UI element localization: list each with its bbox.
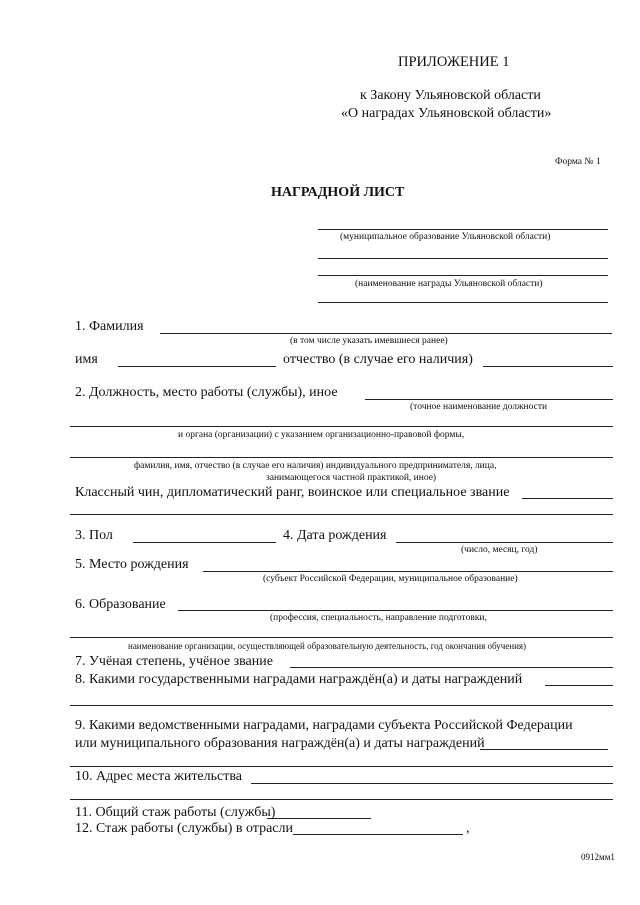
document-title: НАГРАДНОЙ ЛИСТ — [271, 185, 405, 200]
rank-label: Классный чин, дипломатический ранг, воинское или специальное звание — [75, 485, 510, 500]
education-label: 6. Образование — [75, 597, 166, 612]
position-hint-3: фамилия, имя, отчество (в случае его наличия) индивидуального предпринимателя, лица, — [134, 461, 497, 471]
form-number: Форма № 1 — [555, 157, 601, 167]
address-field-line-2[interactable] — [70, 799, 613, 800]
dept-awards-field[interactable] — [480, 749, 608, 750]
law-reference-line-1: к Закону Ульяновской области — [360, 88, 541, 103]
degree-label: 7. Учёная степень, учёное звание — [75, 654, 273, 669]
total-experience-label: 11. Общий стаж работы (службы) — [75, 805, 276, 820]
total-experience-field[interactable] — [267, 818, 371, 819]
appendix-label: ПРИЛОЖЕНИЕ 1 — [398, 54, 510, 70]
surname-hint: (в том числе указать имевшиеся ранее) — [290, 336, 448, 346]
education-hint-2: наименование организации, осуществляющей образовательную деятельность, год окончания обучения) — [128, 641, 527, 651]
position-field[interactable] — [365, 399, 613, 400]
education-field[interactable] — [178, 610, 613, 611]
sex-field[interactable] — [133, 542, 276, 543]
document-code: 0912мм1 — [581, 852, 615, 862]
birth-date-label: 4. Дата рождения — [283, 528, 387, 543]
municipality-field-line[interactable] — [318, 229, 608, 230]
rank-field[interactable] — [522, 498, 613, 499]
patronymic-field[interactable] — [483, 366, 613, 367]
position-hint-1: (точное наименование должности — [410, 402, 548, 412]
municipality-field-line-2[interactable] — [318, 258, 608, 259]
position-field-line-3[interactable] — [70, 457, 613, 458]
birth-place-field[interactable] — [203, 571, 613, 572]
birth-date-field[interactable] — [396, 542, 613, 543]
position-hint-2: и органа (организации) с указанием организационно-правовой формы, — [178, 430, 465, 440]
education-hint-1: (профессия, специальность, направление подготовки, — [270, 613, 487, 623]
branch-experience-label: 12. Стаж работы (службы) в отрасли — [75, 821, 293, 836]
name-field[interactable] — [118, 366, 276, 367]
dept-awards-label-1: 9. Какими ведомственными наградами, наградами субъекта Российской Федерации — [75, 718, 573, 733]
municipality-hint: (муниципальное образование Ульяновской области) — [340, 232, 551, 242]
state-awards-field-line-2[interactable] — [70, 705, 613, 706]
sex-label: 3. Пол — [75, 528, 113, 543]
award-field-line-2[interactable] — [318, 302, 608, 303]
branch-experience-field[interactable] — [293, 834, 463, 835]
degree-field[interactable] — [290, 667, 613, 668]
patronymic-label: отчество (в случае его наличия) — [283, 352, 473, 367]
surname-label: 1. Фамилия — [75, 319, 144, 334]
position-field-line-2[interactable] — [70, 426, 613, 427]
position-label: 2. Должность, место работы (службы), иное — [75, 385, 338, 400]
position-hint-4: занимающегося частной практикой, иное) — [266, 473, 437, 483]
birth-place-label: 5. Место рождения — [75, 557, 189, 572]
name-label: имя — [75, 352, 98, 367]
award-field-line[interactable] — [318, 275, 608, 276]
dept-awards-label-2: или муниципального образования награждён(а) и даты награждений — [75, 736, 485, 751]
address-field[interactable] — [251, 783, 613, 784]
law-reference-line-2: «О наградах Ульяновской области» — [341, 106, 552, 121]
birth-date-hint: (число, месяц, год) — [461, 545, 538, 555]
address-label: 10. Адрес места жительства — [75, 769, 242, 784]
state-awards-label: 8. Какими государственными наградами награждён(а) и даты награждений — [75, 672, 523, 687]
surname-field[interactable] — [160, 333, 612, 334]
education-field-line-2[interactable] — [70, 637, 613, 638]
award-hint: (наименование награды Ульяновской области) — [355, 279, 543, 289]
dept-awards-field-line-2[interactable] — [70, 766, 613, 767]
rank-field-line-2[interactable] — [70, 514, 613, 515]
birth-place-hint: (субъект Российской Федерации, муниципальное образование) — [263, 574, 518, 584]
state-awards-field[interactable] — [545, 685, 613, 686]
branch-experience-comma: , — [466, 821, 470, 836]
